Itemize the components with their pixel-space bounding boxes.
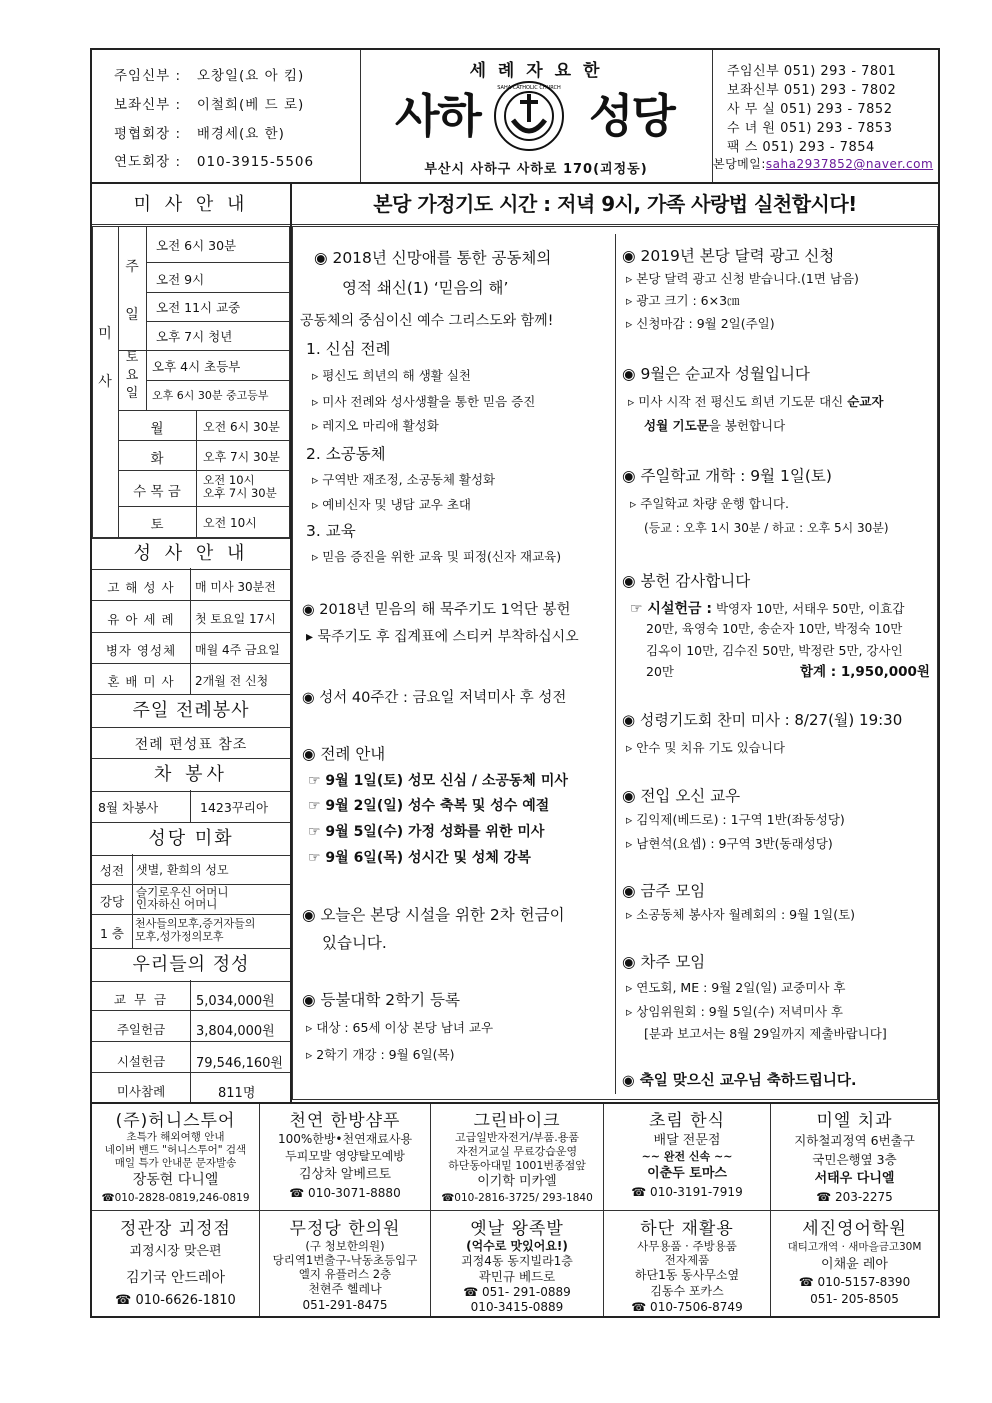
grid-line — [92, 1072, 290, 1073]
decor-title: 성당 미화 — [92, 822, 290, 856]
grid-line — [132, 854, 133, 950]
ad-honeys-tour: (주)허니스투어 초특가 해외여행 안내 네이버 밴드 "허니스투어" 검색 매일 특가 안내문 문자발송 장동현 다니엘 ☎010-2828-0819,246-0819 — [101, 1111, 250, 1204]
notice-title: ◉ 전례 안내 — [302, 745, 386, 763]
notice-item: ▹ 레지오 마리애 활성화 — [312, 418, 439, 433]
weekday-time: 오전 10시 오후 7시 30분 — [203, 474, 277, 500]
offering-name: 주일헌금 — [116, 1022, 166, 1037]
contact-row: 수 녀 원 051) 293 - 7853 — [727, 121, 893, 136]
grid-line — [190, 568, 191, 694]
contact-row: 보좌신부 051) 293 - 7802 — [727, 83, 897, 98]
notice-item: ▹ 주일학교 차량 운행 합니다. — [630, 496, 789, 511]
contact-row: 사 무 실 051) 293 - 7852 — [727, 102, 893, 117]
ad-green-bike: 그린바이크 고급일반자전거/부품.용품 자전거교실 무료강습운영 하단동아대밑 1001번종점앞 이기학 미카엘 ☎010-2816-3725/ 293-1840 — [441, 1111, 593, 1204]
ad-chorim-korean-food: 초림 한식 배달 전문점 ~~ 완전 신속 ~~ 이춘두 토마스 ☎ 010-3191-7919 — [631, 1111, 743, 1199]
donation-line: 20만, 육영숙 10만, 송순자 10만, 박정숙 10만 — [646, 621, 903, 636]
saturday-time: 오후 6시 30분 중고등부 — [152, 389, 269, 402]
offering-title: 우리들의 정성 — [92, 948, 290, 982]
notice-item: ▹ 상임위원회 : 9월 5일(수) 저녁미사 후 — [626, 1004, 843, 1019]
church-logo-icon — [493, 80, 565, 152]
decor-value: 슬기로우신 어머니 인자하신 어머니 — [136, 886, 229, 910]
ads-row-divider — [92, 1210, 938, 1211]
notice-item: ▹ 구역반 재조정, 소공동체 활성화 — [312, 472, 496, 487]
notice-title: 있습니다. — [322, 934, 387, 952]
notice-heading: 2. 소공동체 — [306, 445, 386, 463]
notice-item: ▹ 예비신자 및 냉담 교우 초대 — [312, 497, 471, 512]
liturgy-title: 주일 전례봉사 — [92, 694, 290, 728]
banner-divider — [292, 224, 938, 225]
notice-title: ◉ 주일학교 개학 : 9월 1일(토) — [622, 467, 832, 485]
grid-line — [92, 632, 290, 633]
sacrament-title: 성 사 안 내 — [92, 538, 290, 570]
staff-row: 보좌신부 : 이철희(베 드 로) — [114, 97, 305, 113]
grid-line — [92, 1041, 290, 1042]
grid-line — [92, 914, 290, 915]
ad-jeonggwanjang: 정관장 괴정점 괴정시장 맞은편 김기국 안드레아 ☎ 010-6626-1810 — [115, 1219, 236, 1308]
weekday-time: 오전 6시 30분 — [203, 420, 280, 434]
sunday-time: 오전 6시 30분 — [156, 238, 237, 253]
staff-list — [92, 50, 361, 182]
header-divider — [92, 182, 938, 184]
decor-value: 샛별, 환희의 성모 — [136, 863, 229, 877]
offering-name: 미사참례 — [116, 1084, 166, 1099]
notice-item: ☞ 9월 1일(토) 성모 신심 / 소공동체 미사 — [308, 773, 568, 789]
ad-miel-dental: 미엘 치과 지하철괴정역 6번출구 국민은행옆 3층 서태우 다니엘 ☎ 203-2275 — [794, 1111, 915, 1204]
saturday-time: 오후 4시 초등부 — [152, 359, 241, 374]
grid-line — [146, 292, 290, 293]
sacrament-name: 유 아 세 례 — [107, 612, 175, 627]
weekday-label: 토 — [150, 517, 164, 533]
grid-line — [118, 410, 290, 411]
notice-item: [분과 보고서는 8월 29일까지 제출바랍니다] — [644, 1026, 887, 1041]
grid-line — [92, 884, 290, 885]
notice-item: ▹ 본당 달력 광고 신청 받습니다.(1면 남음) — [626, 271, 859, 286]
notice-item: ▹ 김익제(베드로) : 1구역 1반(좌동성당) — [626, 812, 845, 827]
staff-row: 주임신부 : 오창일(요 아 킴) — [114, 68, 305, 84]
donation-line: ☞ 시설헌금 : 박영자 10만, 서태우 50만, 이효갑 — [630, 601, 905, 617]
notice-item: ▹ 미사 시작 전 평신도 희년 기도문 대신 순교자 — [628, 394, 884, 409]
logo-ring-text: SAHA CATHOLIC CHURCH — [497, 85, 561, 91]
notice-title: ◉ 성령기도회 찬미 미사 : 8/27(월) 19:30 — [622, 711, 903, 729]
notice-item: ▹ 광고 크기 : 6×3㎝ — [626, 293, 740, 308]
weekday-time: 오후 7시 30분 — [203, 450, 280, 464]
grid-line — [146, 226, 147, 410]
notice-heading: 1. 신심 전례 — [306, 340, 391, 358]
ad-hadan-recycling: 하단 재활용 사무용품 · 주방용품 전자제품 하단1동 동사무소옆 김동수 포카스 ☎ 010-7506-8749 — [631, 1219, 743, 1314]
sunday-time: 오후 7시 청년 — [156, 329, 233, 344]
ad-herbal-shampoo: 천연 한방샴푸 100%한방•천연재료사용 두피모발 영양탈모예방 김상차 알베르토 ☎ 010-3071-8880 — [277, 1111, 413, 1200]
church-name-2: 성당 — [589, 89, 674, 143]
church-address: 부산시 사하구 사하로 170(괴정동) — [424, 162, 648, 177]
notice-item: (등교 : 오후 1시 30분 / 하교 : 오후 5시 30분) — [644, 521, 889, 535]
notice-item: ▹ 미사 전례와 성사생활을 통한 믿음 증진 — [312, 394, 536, 409]
notice-item: ▹ 대상 : 65세 이상 본당 남녀 교우 — [306, 1020, 494, 1035]
notice-title: ◉ 등불대학 2학기 등록 — [302, 991, 460, 1009]
grid-line — [92, 663, 290, 664]
saturday-label: 토 요 일 — [125, 350, 139, 401]
grid-line — [146, 380, 290, 381]
notice-item: ▹ 평신도 희년의 해 생활 실천 — [312, 368, 471, 383]
notice-item: 성월 기도문을 봉헌합니다 — [644, 418, 786, 433]
sacrament-value: 매월 4주 금요일 — [195, 643, 280, 657]
mass-vertical-label: 미 사 — [98, 326, 112, 390]
offering-value: 79,546,160원 — [196, 1056, 283, 1071]
decor-value: 천사들의모후,증거자들의 모후,성가정의모후 — [135, 917, 256, 943]
grid-line — [196, 410, 197, 538]
offering-value: 811명 — [218, 1086, 256, 1101]
sunday-time: 오전 9시 — [156, 272, 205, 287]
grid-line — [118, 440, 290, 441]
notice-title: ◉ 봉헌 감사합니다 — [622, 572, 751, 590]
contact-row: 팩 스 051) 293 - 7854 — [727, 140, 875, 155]
notice-item: ☞ 9월 2일(일) 성수 축복 및 성수 예절 — [308, 798, 550, 814]
grid-line — [118, 506, 290, 507]
grid-line — [146, 321, 290, 322]
notice-item: ▹ 안수 및 치유 기도 있습니다 — [626, 740, 785, 755]
donation-line: 김옥이 10만, 김수진 50만, 박정란 5만, 강사인 — [646, 643, 903, 658]
grid-line — [92, 600, 290, 601]
sacrament-value: 매 미사 30분전 — [195, 580, 276, 594]
notice-title: ◉ 축일 맞으신 교우님 축하드립니다. — [622, 1073, 857, 1089]
weekday-label: 월 — [150, 421, 164, 437]
mass-title: 미 사 안 내 — [92, 186, 290, 225]
email-link[interactable]: saha2937852@naver.com — [765, 157, 934, 171]
sacrament-value: 첫 토요일 17시 — [195, 612, 276, 626]
notice-item: ▹ 연도회, ME : 9월 2일(일) 교중미사 후 — [626, 980, 846, 995]
ad-mujeongdang-clinic: 무정당 한의원 (구 청보한의원) 당리역1번출구-낙동초등입구 엘지 유플러스 2층 천현주 헬레나 051-291-8475 — [272, 1219, 418, 1312]
offering-value: 3,804,000원 — [196, 1024, 275, 1039]
grid-line — [190, 790, 191, 822]
sacrament-value: 2개월 전 신청 — [195, 674, 269, 688]
notice-title: ◉ 성서 40주간 : 금요일 저녁미사 후 성전 — [302, 690, 567, 706]
liturgy-value: 전례 편성표 참조 — [134, 737, 248, 753]
tea-label: 8월 차봉사 — [98, 800, 159, 815]
grid-line — [118, 470, 290, 471]
sacrament-name: 혼 배 미 사 — [107, 674, 175, 689]
notice-title: ◉ 2018년 신망애를 통한 공동체의 — [314, 249, 552, 267]
notice-title: ◉ 오늘은 본당 시설을 위한 2차 헌금이 — [302, 906, 565, 924]
banner-title: 본당 가정기도 시간 : 저녁 9시, 가족 사랑법 실천합시다! — [373, 192, 857, 216]
grid-line — [146, 262, 290, 263]
staff-row: 평협회장 : 배경세(요 한) — [114, 126, 285, 142]
notice-item: ▹ 소공동체 봉사자 월례회의 : 9월 1일(토) — [626, 907, 856, 922]
decor-place: 1 층 — [99, 926, 124, 941]
notice-item: ▹ 신청마감 : 9월 2일(주일) — [626, 316, 775, 331]
notice-item: ☞ 9월 5일(수) 가정 성화를 위한 미사 — [308, 824, 545, 840]
donation-line: 20만 — [646, 664, 674, 679]
ad-royal-jokbal: 옛날 왕족발 (억수로 맛있어요!) 괴정4동 동지빌라1층 곽민규 베드로 ☎ 051- 291-0889 010-3415-0889 — [461, 1219, 573, 1314]
weekday-time: 오전 10시 — [203, 516, 257, 530]
notice-title: ◉ 9월은 순교자 성월입니다 — [622, 365, 810, 383]
sunday-time: 오전 11시 교중 — [156, 300, 241, 315]
weekday-label: 화 — [150, 451, 164, 467]
notice-item: ▹ 2학기 개강 : 9월 6일(목) — [306, 1047, 455, 1062]
notice-title: ◉ 차주 모임 — [622, 953, 706, 971]
email-row: 본당메일:saha2937852@naver.com — [713, 157, 934, 171]
church-name-1: 사하 — [395, 89, 480, 143]
notice-item: ▹ 남현석(요셉) : 9구역 3반(동래성당) — [626, 836, 833, 851]
decor-place: 강당 — [99, 894, 125, 909]
tea-value: 1423꾸리아 — [200, 800, 269, 815]
donation-total: 합계 : 1,950,000원 — [800, 664, 930, 680]
notice-item: ▹ 믿음 증진을 위한 교육 및 피정(신자 재교육) — [312, 549, 562, 564]
weekday-label: 수 목 금 — [133, 484, 181, 500]
notice-title: 영적 쇄신(1) ‘믿음의 해’ — [342, 279, 509, 297]
sunday-label: 주 일 — [125, 259, 139, 323]
offering-name: 교 무 금 — [113, 992, 169, 1007]
ad-sejin-english: 세진영어학원 대티고개역 · 새마을금고30M 이채윤 레아 ☎ 010-5157-8390 051- 205-8505 — [787, 1219, 922, 1306]
decor-place: 성전 — [99, 863, 125, 878]
contact-row: 주임신부 051) 293 - 7801 — [727, 64, 897, 79]
patron-subtitle: 세 례 자 요 한 — [469, 61, 603, 81]
staff-row: 연도회장 : 010-3915-5506 — [114, 154, 315, 170]
church-masthead — [361, 50, 711, 182]
notice-heading: 3. 교육 — [306, 522, 356, 540]
notice-title: ◉ 2019년 본당 달력 광고 신청 — [622, 247, 835, 265]
sacrament-name: 고 해 성 사 — [107, 580, 175, 595]
notice-title: ◉ 전입 오신 교우 — [622, 787, 741, 805]
notice-title: ◉ 금주 모임 — [622, 882, 706, 900]
tea-title: 차 봉사 — [92, 758, 290, 792]
sacrament-name: 병자 영성체 — [105, 643, 177, 658]
notice-item: ☞ 9월 6일(목) 성시간 및 성체 강복 — [308, 850, 531, 866]
offering-name: 시설헌금 — [116, 1054, 166, 1069]
grid-line — [92, 1010, 290, 1011]
notice-subtitle: 공동체의 중심이신 예수 그리스도와 함께! — [300, 313, 554, 329]
notice-title: ◉ 2018년 믿음의 해 묵주기도 1억단 봉헌 — [302, 602, 571, 618]
contact-list — [712, 50, 939, 182]
offering-value: 5,034,000원 — [196, 994, 275, 1009]
notice-item: ▸ 묵주기도 후 집계표에 스티커 부착하십시오 — [306, 629, 579, 645]
